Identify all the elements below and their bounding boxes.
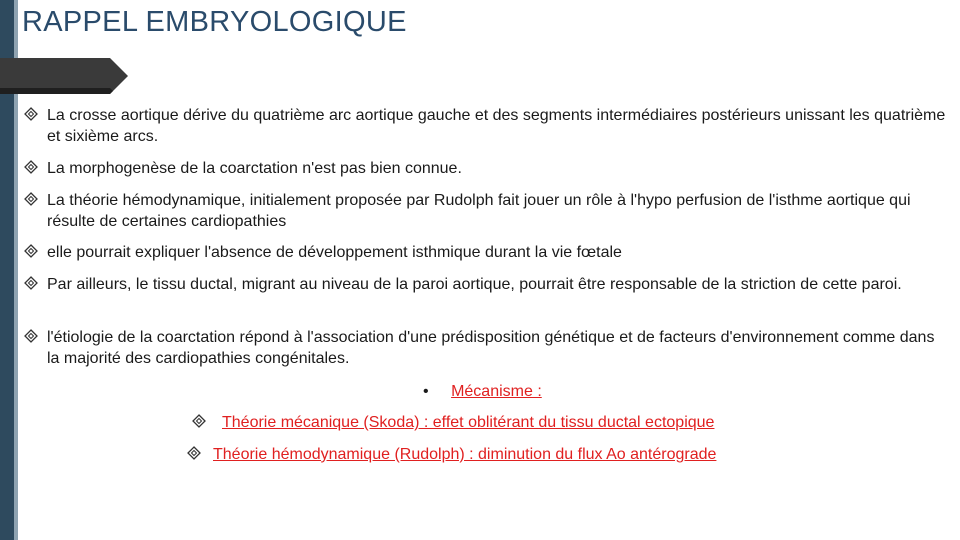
- bullet-text: La théorie hémodynamique, initialement proposée par Rudolph fait jouer un rôle à l'hypo perfusion de l'isthme aortique qui résulte de certaines cardiopathies: [47, 192, 911, 230]
- diamond-bullet-icon: [24, 276, 38, 290]
- diamond-bullet-icon: [24, 244, 38, 258]
- bullet-item: [24, 190, 947, 232]
- diamond-bullet-icon: [192, 414, 206, 428]
- mechanism-item-text: Théorie hémodynamique (Rudolph) : diminution du flux Ao antérograde: [213, 446, 717, 463]
- mechanism-title: Mécanisme :: [451, 383, 542, 400]
- bullet-item: [24, 274, 947, 295]
- diamond-bullet-icon: [24, 329, 38, 343]
- diamond-bullet-icon: [24, 160, 38, 174]
- arrow-tab-icon: [0, 58, 128, 94]
- bullet-text: elle pourrait expliquer l'absence de développement isthmique durant la vie fœtale: [47, 244, 622, 261]
- diamond-bullet-icon: [24, 107, 38, 121]
- slide-title: RAPPEL EMBRYOLOGIQUE: [22, 6, 407, 38]
- bullet-text: l'étiologie de la coarctation répond à l'association d'une prédisposition génétique et de facteurs d'environnement comme dans la majorité des cardiopathies congénitales.: [47, 329, 935, 367]
- mechanism-heading: [423, 381, 542, 402]
- mechanism-item: [192, 412, 714, 433]
- bullet-text: Par ailleurs, le tissu ductal, migrant au niveau de la paroi aortique, pourrait être responsable de la striction de cette paroi.: [47, 276, 902, 293]
- mechanism-item-text: Théorie mécanique (Skoda) : effet oblitérant du tissu ductal ectopique: [222, 414, 715, 431]
- round-bullet-icon: •: [423, 383, 429, 400]
- diamond-bullet-icon: [24, 192, 38, 206]
- bullet-text: La morphogenèse de la coarctation n'est pas bien connue.: [47, 160, 462, 177]
- bullet-item: [24, 105, 947, 147]
- diamond-bullet-icon: [187, 446, 201, 460]
- mechanism-item: [187, 444, 716, 465]
- bullet-item: [24, 242, 947, 263]
- bullet-item: [24, 158, 947, 179]
- bullet-item: [24, 327, 947, 369]
- bullet-text: La crosse aortique dérive du quatrième arc aortique gauche et des segments intermédiaires postérieurs unissant les quatrième et sixième arcs.: [47, 107, 946, 145]
